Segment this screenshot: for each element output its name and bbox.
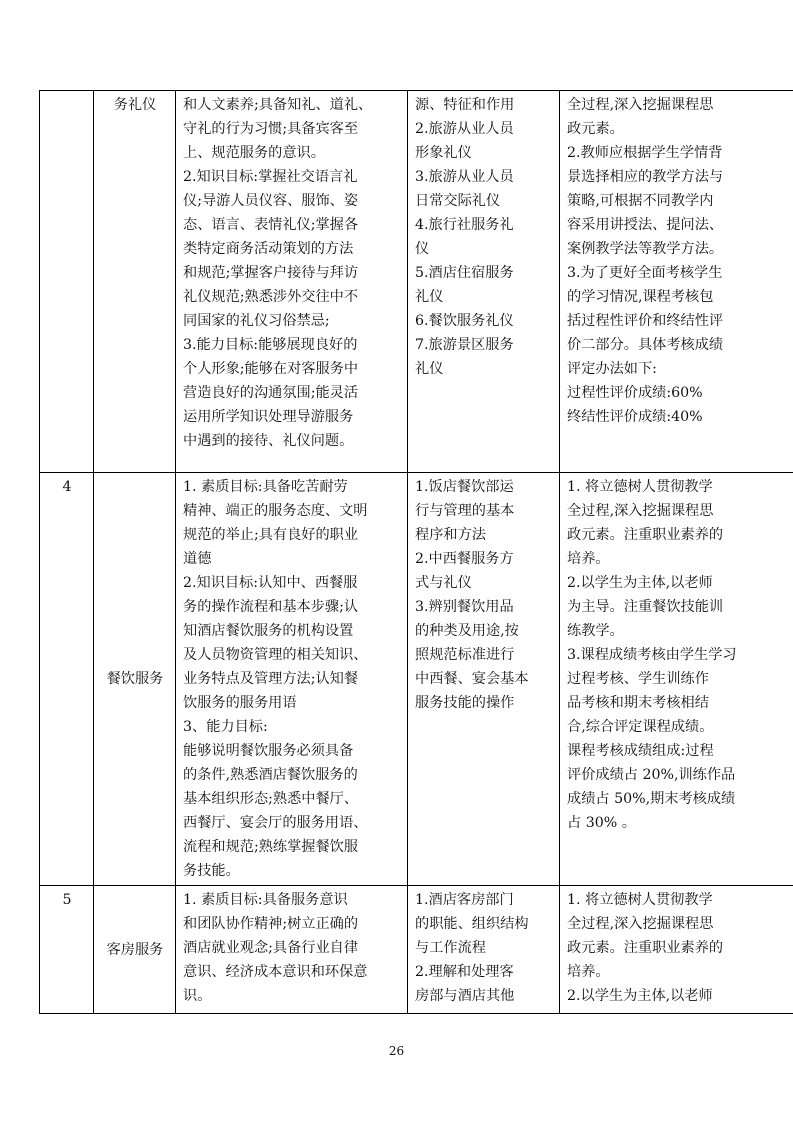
text-line: 酒店就业观念;具备行业自律: [183, 940, 359, 956]
text-line: 全过程,深入挖掘课程思: [567, 97, 714, 113]
text-line: 评价成绩占 20%,训练作品: [567, 767, 736, 783]
text-line: 同国家的礼仪习俗禁忌;: [183, 313, 330, 329]
page-number: 26: [388, 1044, 405, 1058]
text-line: 务技能。: [183, 863, 240, 879]
text-line: 的职能、组织结构: [415, 916, 529, 932]
course-table: [39, 90, 793, 1014]
teaching-requirements: [560, 886, 793, 1014]
text-line: 上、规范服务的意识。: [183, 145, 325, 161]
text-line: 课程考核成绩组成:过程: [567, 743, 714, 759]
text-line: 培养。: [567, 964, 610, 980]
teaching-requirements: [560, 473, 793, 886]
text-line: 西餐厅、宴会厅的服务用语、: [183, 815, 368, 831]
text-line: 占 30% 。: [567, 815, 636, 831]
text-line: 2.教师应根据学生学情背: [567, 145, 723, 161]
text-line: 规范的举止;具有良好的职业: [183, 527, 359, 543]
text-line: 2.旅游从业人员: [415, 121, 514, 137]
course-goals: [176, 886, 408, 1014]
text-line: 类特定商务活动策划的方法: [183, 241, 354, 257]
text-line: 仪;导游人员仪容、服饰、姿: [183, 193, 359, 209]
row-number: 4: [40, 473, 94, 886]
row-number: [40, 91, 94, 473]
text-line: 练教学。: [567, 623, 624, 639]
text-line: 的种类及用途,按: [415, 623, 519, 639]
text-line: 3、能力目标:: [183, 719, 268, 735]
text-line: 政元素。注重职业素养的: [567, 527, 724, 543]
text-line: 1. 将立德树人贯彻教学: [567, 892, 713, 908]
text-line: 礼仪: [415, 289, 444, 305]
text-line: 2.以学生为主体,以老师: [567, 575, 713, 591]
text-line: 礼仪规范;熟悉涉外交往中不: [183, 289, 359, 305]
text-line: 3.辨别餐饮用品: [415, 599, 514, 615]
text-line: 2.知识目标:掌握社交语言礼: [183, 169, 358, 185]
course-name: 务礼仪: [94, 91, 176, 473]
table-row-etiquette: [40, 91, 793, 473]
text-line: 1.酒店客房部门: [415, 892, 514, 908]
text-line: 3.为了更好全面考核学生: [567, 265, 723, 281]
text-line: 基本组织形态;熟悉中餐厅、: [183, 791, 359, 807]
text-line: 2.知识目标:认知中、西餐服: [183, 575, 358, 591]
text-line: 营造良好的沟通氛围;能灵活: [183, 385, 359, 401]
text-line: 房部与酒店其他: [415, 988, 515, 1004]
text-line: 全过程,深入挖掘课程思: [567, 916, 714, 932]
text-line: 案例教学法等教学方法。: [567, 241, 724, 257]
text-line: 务的操作流程和基本步骤;认: [183, 599, 359, 615]
text-line: 与工作流程: [415, 940, 486, 956]
text-line: 政元素。: [567, 121, 624, 137]
text-line: 7.旅游景区服务: [415, 337, 514, 353]
text-line: 行与管理的基本: [415, 503, 515, 519]
text-line: 3.能力目标:能够展现良好的: [183, 337, 358, 353]
text-line: 成绩占 50%,期末考核成绩: [567, 791, 736, 807]
text-line: 2.理解和处理客: [415, 964, 514, 980]
text-line: 品考核和期末考核相结: [567, 695, 709, 711]
text-line: 为主导。注重餐饮技能训: [567, 599, 724, 615]
text-line: 和团队协作精神;树立正确的: [183, 916, 359, 932]
course-goals: [176, 473, 408, 886]
text-line: 照规范标准进行: [415, 647, 515, 663]
text-line: 源、特征和作用: [415, 97, 515, 113]
text-line: 程序和方法: [415, 527, 486, 543]
text-line: 合,综合评定课程成绩。: [567, 719, 714, 735]
text-line: 中遇到的接待、礼仪问题。: [183, 433, 354, 449]
text-line: 6.餐饮服务礼仪: [415, 313, 514, 329]
text-line: 的条件,熟悉酒店餐饮服务的: [183, 767, 358, 783]
text-line: 景选择相应的教学方法与: [567, 169, 724, 185]
text-line: 精神、端正的服务态度、文明: [183, 503, 368, 519]
text-line: 能够说明餐饮服务必须具备: [183, 743, 354, 759]
text-line: 业务特点及管理方法;认知餐: [183, 671, 359, 687]
text-line: 2.以学生为主体,以老师: [567, 988, 713, 1004]
text-line: 和人文素养;具备知礼、道礼、: [183, 97, 373, 113]
row-number: 5: [40, 886, 94, 1014]
text-line: 3.课程成绩考核由学生学习: [567, 647, 737, 663]
text-line: 培养。: [567, 551, 610, 567]
text-line: 知酒店餐饮服务的机构设置: [183, 623, 354, 639]
text-line: 过程考核、学生训练作: [567, 671, 709, 687]
text-line: 意识、经济成本意识和环保意: [183, 964, 368, 980]
text-line: 式与礼仪: [415, 575, 472, 591]
text-line: 识。: [183, 988, 212, 1004]
text-line: 个人形象;能够在对客服务中: [183, 361, 359, 377]
text-line: 2.中西餐服务方: [415, 551, 514, 567]
table-row-housekeeping: [40, 886, 793, 1014]
text-line: 括过程性评价和终结性评: [567, 313, 724, 329]
text-line: 策略,可根据不同教学内: [567, 193, 714, 209]
course-content: [408, 886, 560, 1014]
course-name: 客房服务: [94, 886, 176, 1014]
text-line: 3.旅游从业人员: [415, 169, 514, 185]
text-line: 过程性评价成绩:60%: [567, 385, 703, 401]
text-line: 守礼的行为习惯;具备宾客至: [183, 121, 359, 137]
text-line: 的学习情况,课程考核包: [567, 289, 714, 305]
text-line: 流程和规范;熟练掌握餐饮服: [183, 839, 359, 855]
text-line: 中西餐、宴会基本: [415, 671, 529, 687]
text-line: 1. 素质目标:具备吃苦耐劳: [183, 479, 348, 495]
text-line: 评定办法如下:: [567, 361, 657, 377]
teaching-requirements: [560, 91, 793, 473]
text-line: 和规范;掌握客户接待与拜访: [183, 265, 359, 281]
text-line: 运用所学知识处理导游服务: [183, 409, 354, 425]
text-line: 形象礼仪: [415, 145, 472, 161]
text-line: 价二部分。具体考核成绩: [567, 337, 724, 353]
text-line: 态、语言、表情礼仪;掌握各: [183, 217, 359, 233]
text-line: 全过程,深入挖掘课程思: [567, 503, 714, 519]
course-name: 餐饮服务: [94, 473, 176, 886]
text-line: 容采用讲授法、提问法、: [567, 217, 724, 233]
text-line: 终结性评价成绩:40%: [567, 409, 703, 425]
course-content: [408, 91, 560, 473]
table-row-catering: [40, 473, 793, 886]
text-line: 5.酒店住宿服务: [415, 265, 514, 281]
text-line: 服务技能的操作: [415, 695, 515, 711]
text-line: 1. 将立德树人贯彻教学: [567, 479, 713, 495]
text-line: 饮服务的服务用语: [183, 695, 297, 711]
text-line: 日常交际礼仪: [415, 193, 501, 209]
text-line: 1.饭店餐饮部运: [415, 479, 514, 495]
course-goals: [176, 91, 408, 473]
course-content: [408, 473, 560, 886]
text-line: 政元素。注重职业素养的: [567, 940, 724, 956]
text-line: 1. 素质目标:具备服务意识: [183, 892, 348, 908]
text-line: 及人员物资管理的相关知识、: [183, 647, 368, 663]
text-line: 礼仪: [415, 361, 444, 377]
text-line: 4.旅行社服务礼: [415, 217, 514, 233]
text-line: 道德: [183, 551, 212, 567]
text-line: 仪: [415, 241, 430, 257]
